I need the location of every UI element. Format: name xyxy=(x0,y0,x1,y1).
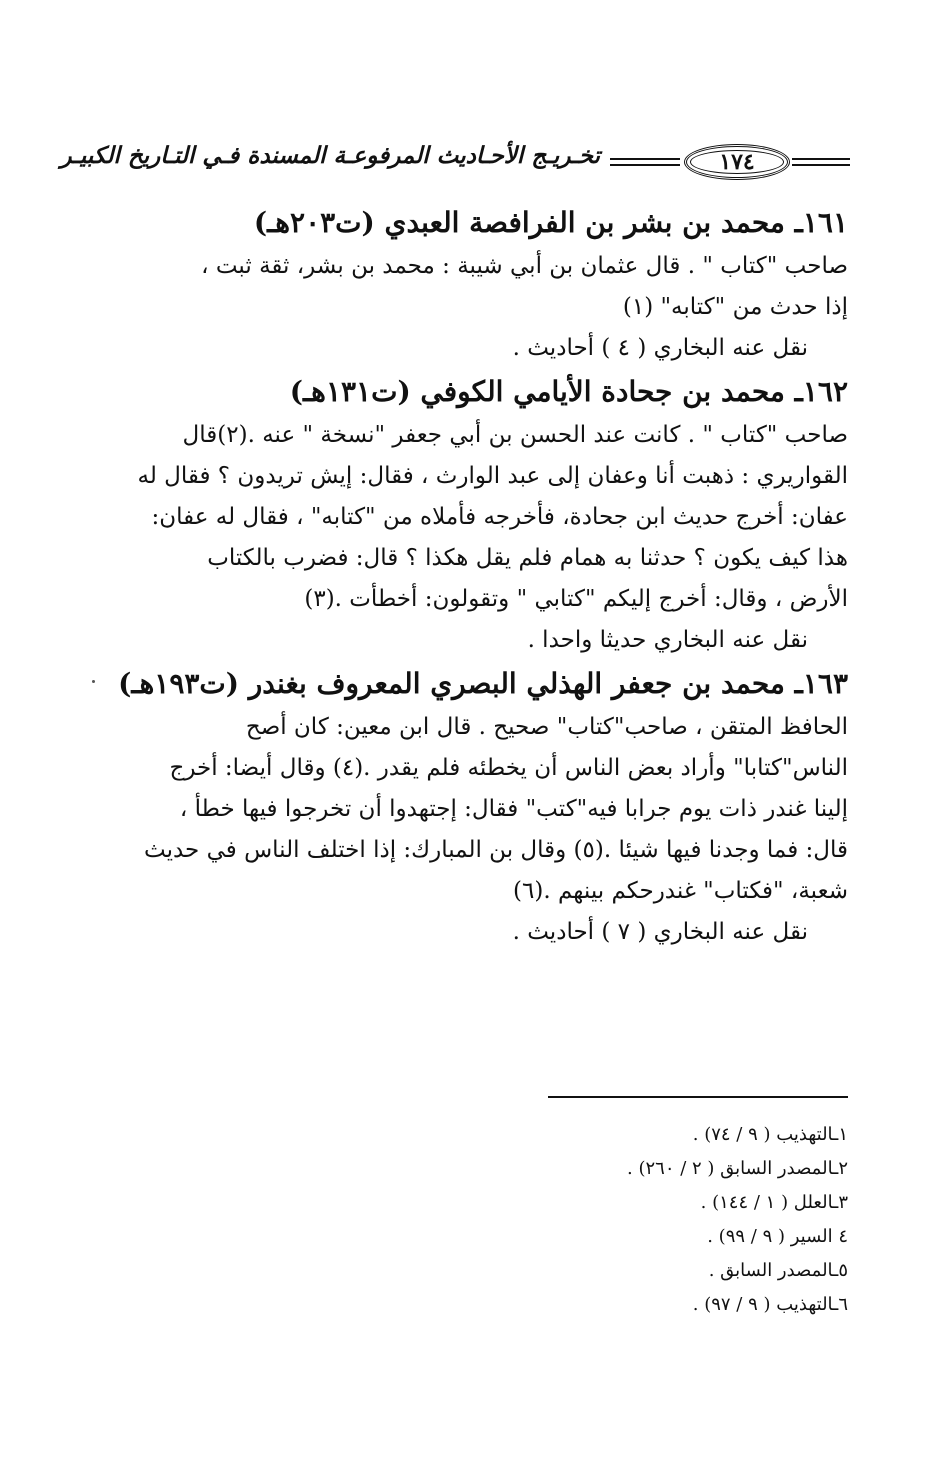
paragraph-line: هذا كيف يكون ؟ حدثنا به همام فلم يقل هكذا ؟ قال: فضرب بالكتاب xyxy=(207,545,848,571)
narration-count: نقل عنه البخاري ( ٤ ) أحاديث . xyxy=(512,335,808,361)
narration-count: نقل عنه البخاري ( ٧ ) أحاديث . xyxy=(512,919,808,945)
paragraph-line: الأرض ، وقال: أخرج إليكم "كتابي " وتقولون: أخطأت .(٣) xyxy=(304,586,848,612)
paragraph-line: عفان: أخرج حديث ابن جحادة، فأخرجه فأملاه من "كتابه" ، فقال له عفان: xyxy=(151,504,848,530)
paragraph-line: إذا حدث من "كتابه" (١) xyxy=(622,294,848,320)
paragraph-line: شعبة، "فكتاب" غندرحكم بينهم .(٦) xyxy=(513,878,848,904)
entry-heading: ١٦٣ـ محمد بن جعفر الهذلي البصري المعروف بغندر (ت١٩٣هـ) xyxy=(118,667,848,700)
entry-paragraph xyxy=(100,415,848,620)
paragraph-line: الناس"كتابا" وأراد بعض الناس أن يخطئه فلم يقدر .(٤) وقال أيضا: أخرج xyxy=(169,755,848,781)
footnote: ٦ـالتهذيب ( ٩ / ٩٧) . xyxy=(692,1294,848,1315)
footnote: ٣ـالعلل ( ١ / ١٤٤) . xyxy=(700,1192,848,1213)
narration-count: نقل عنه البخاري حديثا واحدا . xyxy=(527,627,808,653)
footnote: ٥ـالمصدر السابق . xyxy=(708,1260,848,1281)
page-body xyxy=(100,200,848,953)
footnote: ٤ السير ( ٩ / ٩٩) . xyxy=(707,1226,848,1247)
entry-heading: ١٦١ـ محمد بن بشر بن الفرافصة العبدي (ت٢٠٣هـ) xyxy=(253,206,848,239)
page-number: ١٧٤ xyxy=(719,149,755,175)
paragraph-line: القواريري : ذهبت أنا وعفان إلى عبد الوارث ، فقال: إيش تريدون ؟ فقال له xyxy=(137,463,848,489)
scan-speck xyxy=(92,680,95,683)
footnotes xyxy=(548,1118,848,1322)
running-header xyxy=(60,132,850,182)
entry-heading: ١٦٢ـ محمد بن جحادة الأيامي الكوفي (ت١٣١هـ) xyxy=(289,375,848,408)
paragraph-line: إلينا غندر ذات يوم جرابا فيه"كتب" فقال: إجتهدوا أن تخرجوا فيها خطأ ، xyxy=(179,796,848,822)
entry-161 xyxy=(100,200,848,369)
page-number-oval xyxy=(684,144,790,180)
footnote: ٢ـالمصدر السابق ( ٢ / ٢٦٠) . xyxy=(627,1158,848,1179)
entry-162 xyxy=(100,369,848,661)
footnote-separator xyxy=(548,1096,848,1098)
header-rule-right xyxy=(792,158,850,166)
paragraph-line: قال: فما وجدنا فيها شيئا .(٥) وقال بن المبارك: إذا اختلف الناس في حديث xyxy=(144,837,848,863)
header-rule-left xyxy=(610,158,680,166)
running-title: تخـريـج الأحـاديث المرفوعـة المسندة فـي التـاريخ الكبيـر xyxy=(60,142,600,169)
paragraph-line: صاحب "كتاب " . قال عثمان بن أبي شيبة : محمد بن بشر، ثقة ثبت ، xyxy=(201,253,848,279)
paragraph-line: الحافظ المتقن ، صاحب"كتاب" صحيح . قال ابن معين: كان أصح xyxy=(245,714,848,740)
entry-163 xyxy=(100,661,848,953)
paragraph-line: صاحب "كتاب " . كانت عند الحسن بن أبي جعفر "نسخة " عنه .(٢)قال xyxy=(182,422,848,448)
entry-paragraph xyxy=(100,246,848,328)
entry-paragraph xyxy=(100,707,848,912)
footnote: ١ـالتهذيب ( ٩ / ٧٤) . xyxy=(692,1124,848,1145)
